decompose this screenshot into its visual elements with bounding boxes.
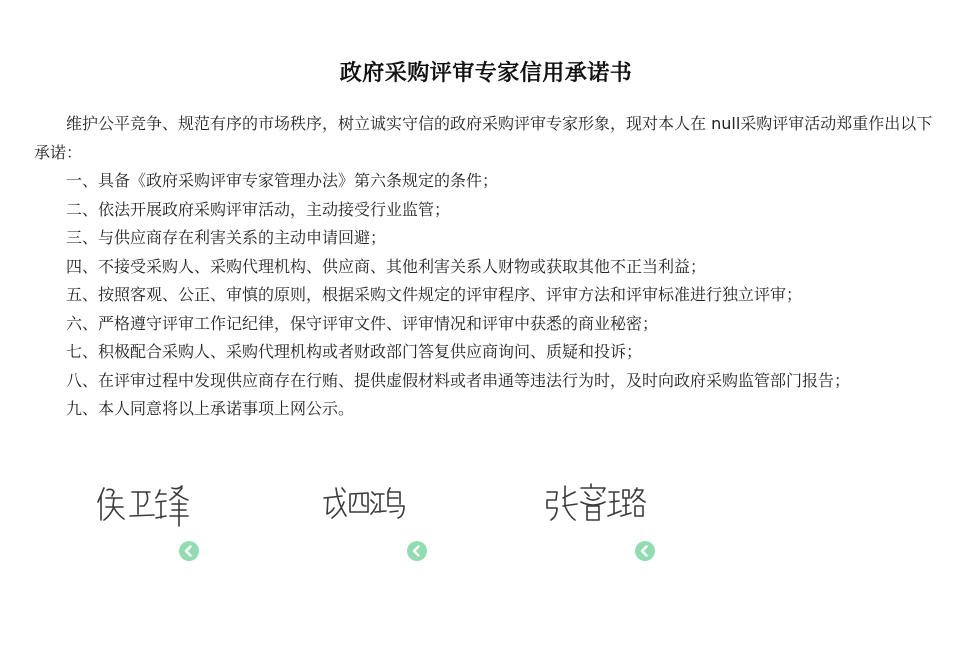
commitment-item: 九、本人同意将以上承诺事项上网公示。: [66, 399, 355, 418]
commitment-item: 五、按照客观、公正、审慎的原则，根据采购文件规定的评审程序、评审方法和评审标准进行独立评审；: [66, 285, 803, 304]
commitment-item: 七、积极配合采购人、采购代理机构或者财政部门答复供应商询问、质疑和投诉；: [66, 342, 643, 361]
signature-block: [543, 480, 673, 570]
commitment-item: 二、依法开展政府采购评审活动，主动接受行业监管；: [66, 199, 451, 219]
signature-block: [318, 480, 448, 570]
handwritten-signature: [92, 480, 222, 532]
chevron-left-icon: [179, 541, 199, 561]
commitment-item: 四、不接受采购人、采购代理机构、供应商、其他利害关系人财物或获取其他不正当利益；: [66, 256, 707, 276]
handwritten-signature: [318, 480, 448, 532]
view-signature-button[interactable]: [407, 541, 427, 561]
handwritten-signature: [543, 480, 673, 532]
commitment-item: 六、严格遵守评审工作记纪律，保守评审文件、评审情况和评审中获悉的商业秘密；: [66, 313, 659, 333]
document-title: 政府采购评审专家信用承诺书: [339, 61, 633, 86]
signature-area: [0, 480, 970, 570]
document-body: [34, 110, 938, 424]
intro-paragraph: 维护公平竞争、规范有序的市场秩序，树立诚实守信的政府采购评审专家形象，现对本人在 null采购评审活动郑重作出以下承诺：: [34, 114, 933, 162]
chevron-left-icon: [635, 541, 655, 561]
view-signature-button[interactable]: [179, 541, 199, 561]
view-signature-button[interactable]: [635, 541, 655, 561]
chevron-left-icon: [407, 541, 427, 561]
signature-block: [92, 480, 222, 570]
commitment-document: [34, 0, 938, 424]
commitment-item: 一、具备《政府采购评审专家管理办法》第六条规定的条件；: [66, 171, 499, 190]
commitment-item: 八、在评审过程中发现供应商存在行贿、提供虚假材料或者串通等违法行为时，及时向政府采购监管部门报告；: [66, 370, 851, 390]
commitment-item: 三、与供应商存在利害关系的主动申请回避；: [66, 228, 387, 247]
